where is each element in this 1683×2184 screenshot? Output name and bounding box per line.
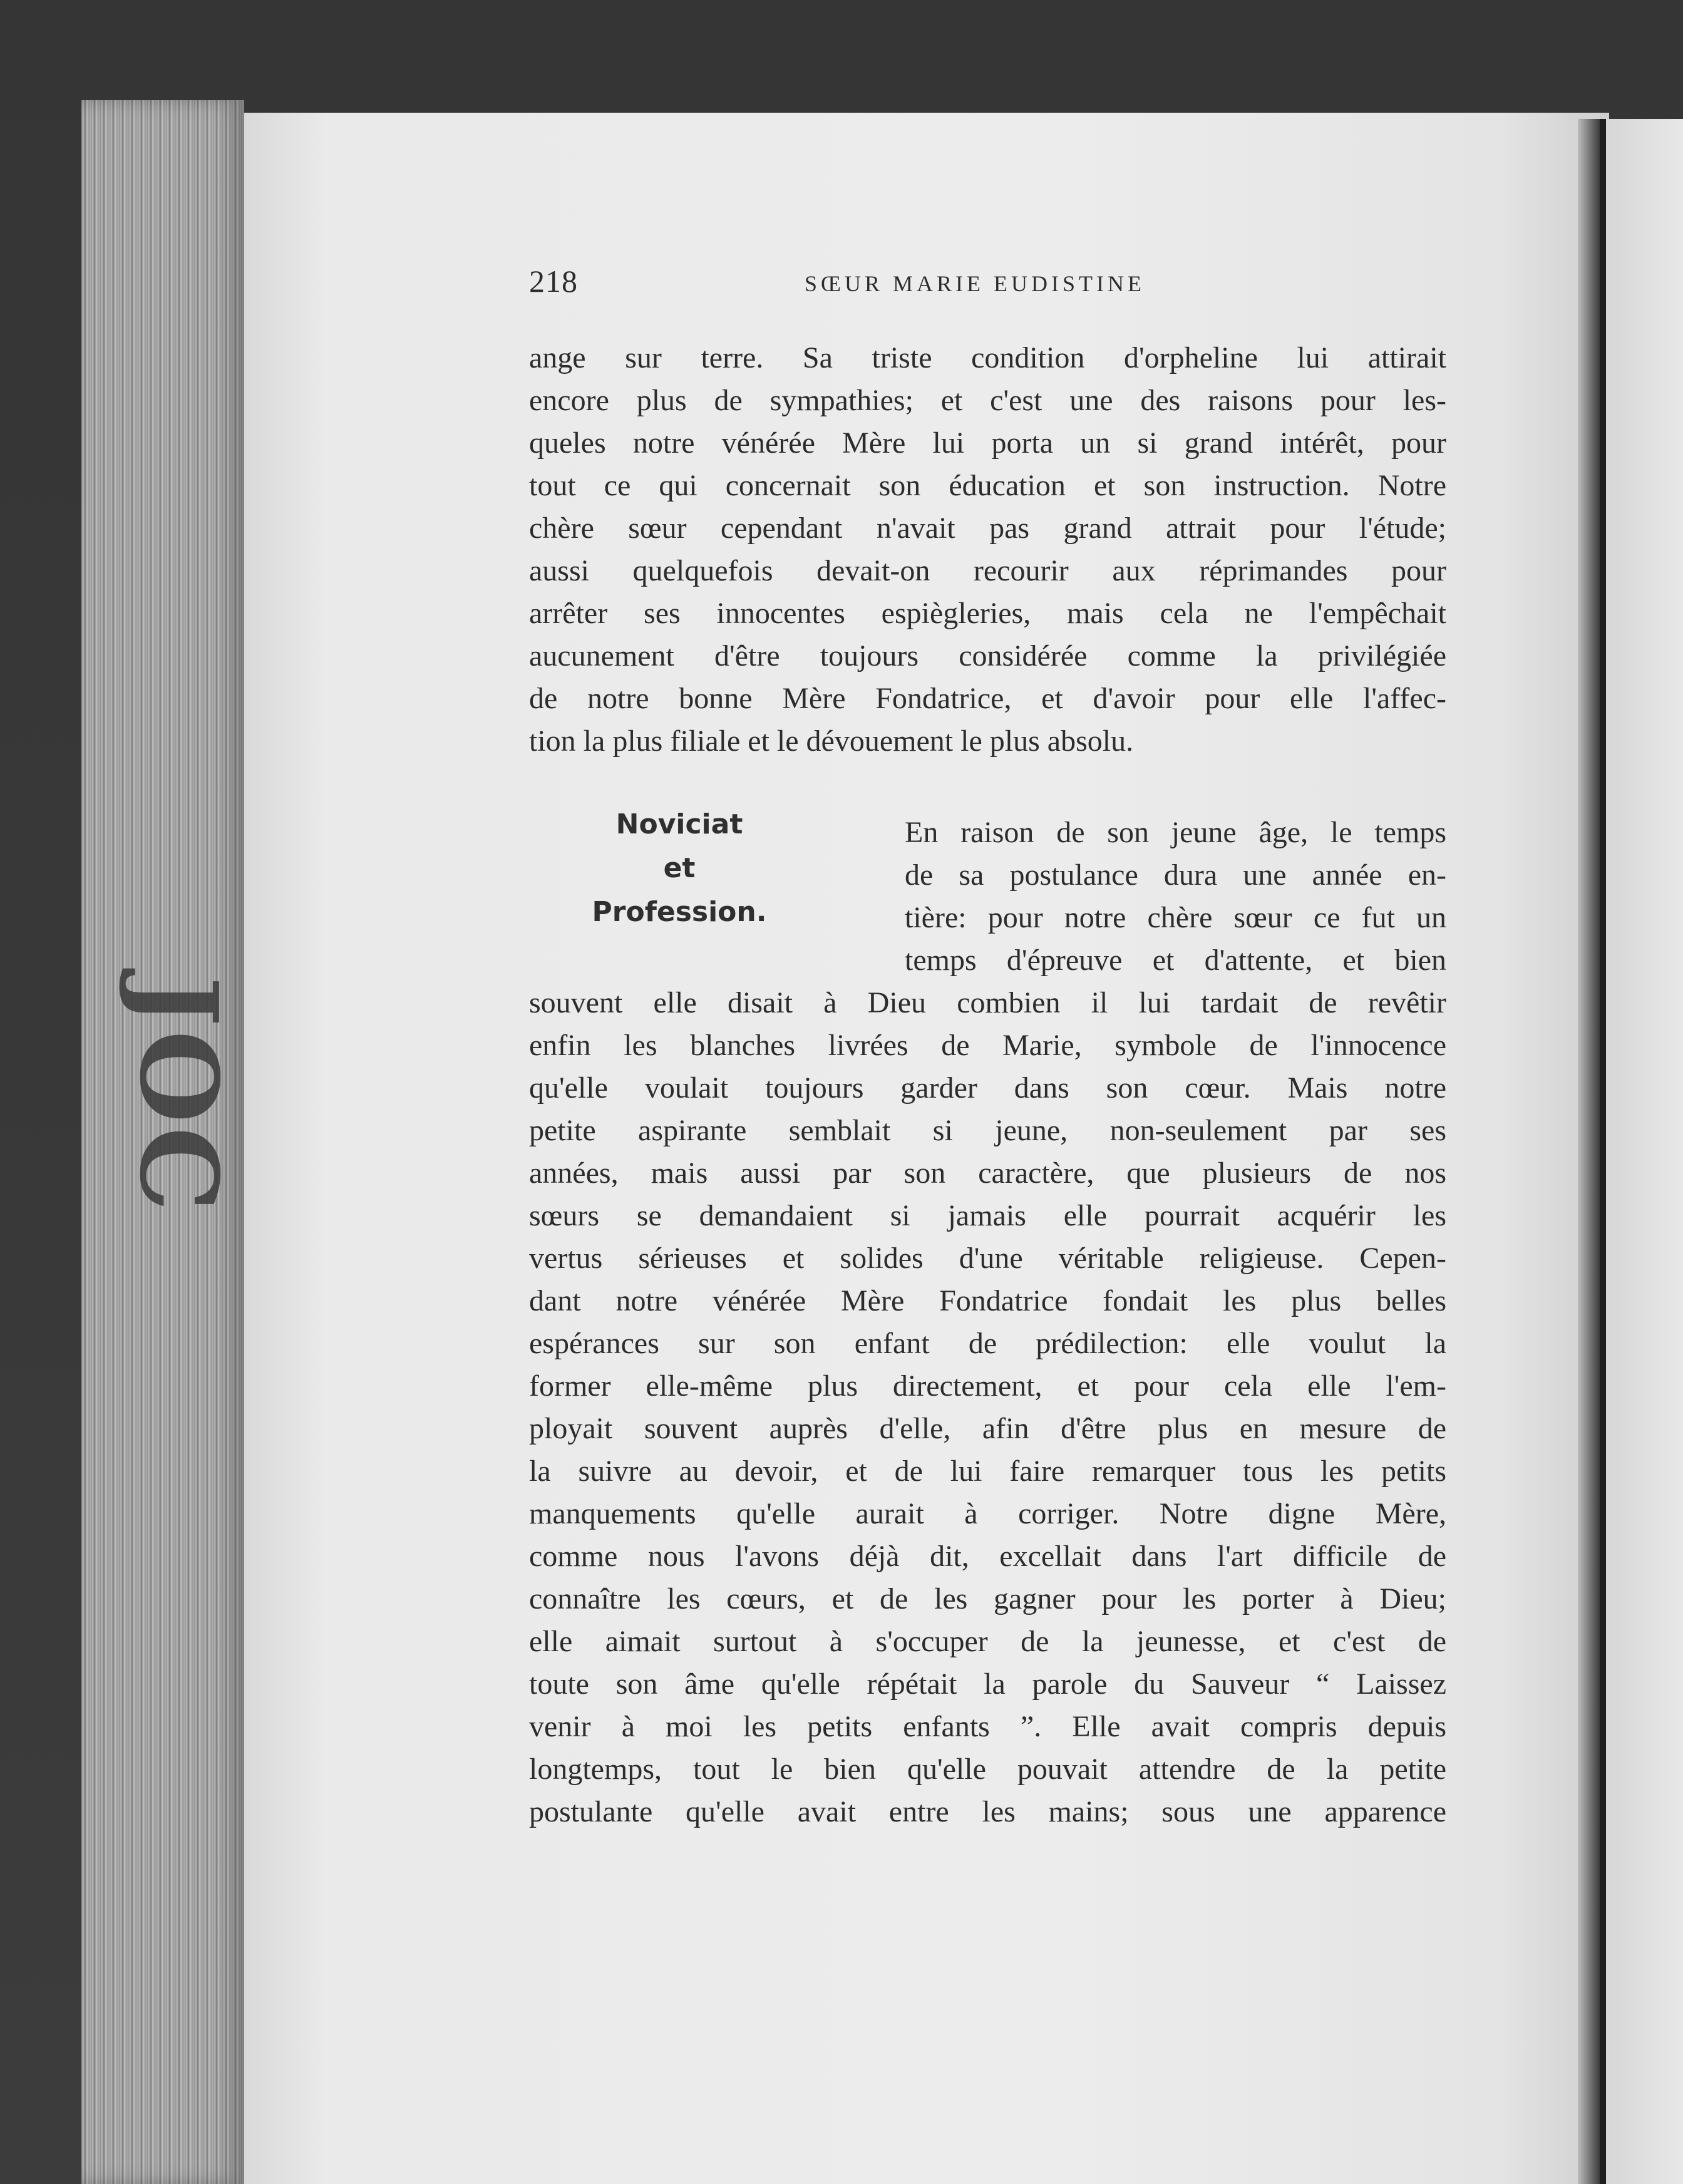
text-line: manquements qu'elle aurait à corriger. Notre digne Mère, <box>529 1497 1446 1530</box>
next-page-strip <box>1606 119 1683 2184</box>
text-line: ployait souvent auprès d'elle, afin d'être plus en mesure de <box>529 1412 1446 1445</box>
text-line: tout ce qui concernait son éducation et son instruction. Notre <box>529 469 1446 502</box>
running-head <box>529 263 1446 301</box>
text-line: aussi quelquefois devait-on recourir aux réprimandes pour <box>529 554 1446 587</box>
header-title: SŒUR MARIE EUDISTINE <box>805 271 1146 296</box>
text-line: tion la plus filiale et le dévouement le plus absolu. <box>529 724 1134 758</box>
paragraph-2-intro <box>867 811 1446 982</box>
text-line: de notre bonne Mère Fondatrice, et d'avoir pour elle l'affec- <box>529 682 1446 715</box>
page-number: 218 <box>529 264 578 299</box>
text-line: postulante qu'elle avait entre les mains; sous une apparence <box>529 1795 1446 1828</box>
gutter-shadow <box>1578 119 1603 2184</box>
text-line: queles notre vénérée Mère lui porta un si grand intérêt, pour <box>529 426 1446 460</box>
text-line: espérances sur son enfant de prédilection: elle voulut la <box>529 1327 1446 1360</box>
text-line: petite aspirante semblait si jeune, non-seulement par ses <box>529 1114 1446 1147</box>
text-line: enfin les blanches livrées de Marie, symbole de l'innocence <box>529 1029 1446 1062</box>
text-line: chère sœur cependant n'avait pas grand attrait pour l'étude; <box>529 512 1446 545</box>
text-line: temps d'épreuve et d'attente, et bien <box>905 944 1446 977</box>
paragraph-1 <box>529 337 1446 763</box>
paragraph-2 <box>529 982 1446 1833</box>
text-line: venir à moi les petits enfants ”. Elle avait compris depuis <box>529 1710 1446 1743</box>
text-line: qu'elle voulait toujours garder dans son cœur. Mais notre <box>529 1071 1446 1105</box>
text-line: aucunement d'être toujours considérée comme la privilégiée <box>529 639 1446 672</box>
text-line: sœurs se demandaient si jamais elle pourrait acquérir les <box>529 1199 1446 1232</box>
margin-heading-line: Profession. <box>592 896 767 928</box>
margin-heading-line: Noviciat <box>615 808 743 840</box>
margin-heading <box>585 803 773 934</box>
text-line: années, mais aussi par son caractère, que plusieurs de nos <box>529 1156 1446 1190</box>
text-line: connaître les cœurs, et de les gagner pour les porter à Dieu; <box>529 1582 1446 1615</box>
text-line: En raison de son jeune âge, le temps <box>905 816 1446 849</box>
text-line: dant notre vénérée Mère Fondatrice fondait les plus belles <box>529 1284 1446 1317</box>
text-line: la suivre au devoir, et de lui faire remarquer tous les petits <box>529 1455 1446 1488</box>
margin-heading-line: et <box>663 852 696 884</box>
text-line: ange sur terre. Sa triste condition d'orpheline lui attirait <box>529 341 1446 374</box>
text-line: vertus sérieuses et solides d'une véritable religieuse. Cepen- <box>529 1242 1446 1275</box>
text-line: souvent elle disait à Dieu combien il lui tardait de revêtir <box>529 986 1446 1019</box>
edge-stamp: JOC <box>116 976 241 1215</box>
text-line: elle aimait surtout à s'occuper de la jeunesse, et c'est de <box>529 1625 1446 1658</box>
text-line: de sa postulance dura une année en- <box>905 858 1446 892</box>
text-line: former elle-même plus directement, et pour cela elle l'em- <box>529 1369 1446 1403</box>
text-line: encore plus de sympathies; et c'est une des raisons pour les- <box>529 384 1446 417</box>
text-line: longtemps, tout le bien qu'elle pouvait attendre de la petite <box>529 1753 1446 1786</box>
text-line: toute son âme qu'elle répétait la parole du Sauveur “ Laissez <box>529 1667 1446 1701</box>
text-line: comme nous l'avons déjà dit, excellait dans l'art difficile de <box>529 1540 1446 1573</box>
text-line: arrêter ses innocentes espiègleries, mais cela ne l'empêchait <box>529 597 1446 630</box>
text-line: tière: pour notre chère sœur ce fut un <box>905 901 1446 934</box>
